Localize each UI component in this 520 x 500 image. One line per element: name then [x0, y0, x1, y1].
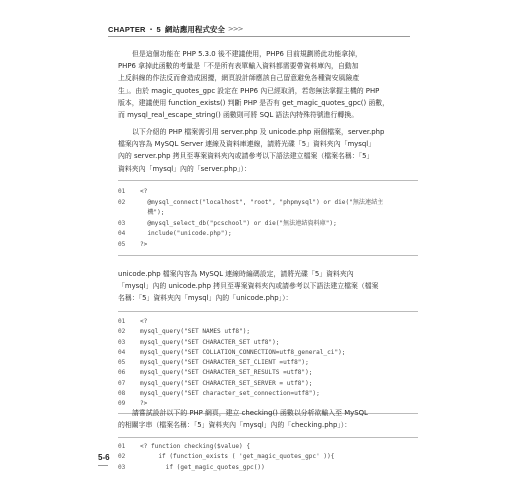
- line-number: 04: [118, 348, 126, 356]
- code-text: mysql_query("SET CHARACTER_SET utf8");: [140, 338, 280, 346]
- page-number: 5-6: [98, 453, 110, 462]
- code-line: [118, 240, 418, 251]
- code-text: if (get_magic_quotes_gpc()): [140, 463, 265, 471]
- chevrons-icon: >>>: [227, 25, 243, 33]
- code-line: [118, 317, 418, 327]
- code-line: [118, 338, 418, 348]
- paragraph-checking-intro: [118, 407, 418, 431]
- code-line: [118, 463, 418, 473]
- code-line: [118, 327, 418, 337]
- line-number: 06: [118, 369, 126, 377]
- line-number: [118, 208, 140, 219]
- paragraph-line: 名稱：「5」資料夾內「mysql」內的「unicode.php」）：: [118, 294, 293, 303]
- code-text: mysql_query("SET character_set_connection=utf8");: [140, 390, 320, 398]
- line-number: 01: [118, 188, 126, 195]
- line-number: 02: [118, 328, 126, 336]
- code-text: if (function_exists ( 'get_magic_quotes_gpc' )){: [140, 453, 335, 461]
- code-block-unicode: [118, 311, 418, 414]
- code-text: ?>: [140, 240, 148, 248]
- line-number: 08: [118, 390, 126, 398]
- code-line: [118, 368, 418, 378]
- paragraph-line: 的相關字串（檔案名稱：「5」資料夾內「mysql」內的「checking.php」）：: [118, 421, 352, 430]
- code-line: [118, 358, 418, 368]
- code-line: [118, 452, 418, 462]
- code-text: mysql_query("SET CHARACTER_SET_SERVER = utf8");: [140, 379, 313, 387]
- line-number: 03: [118, 219, 126, 227]
- paragraph-unicode-intro: [118, 268, 418, 305]
- code-text: @mysql_select_db("pcschool") or die("無法連結資料庫");: [140, 219, 337, 227]
- line-number: 02: [118, 198, 126, 206]
- page-number-rule: [98, 465, 108, 466]
- paragraph-magic-quotes: [118, 48, 418, 121]
- code-line: [118, 198, 418, 209]
- code-text: 機");: [140, 209, 165, 217]
- code-line: [118, 187, 418, 198]
- paragraph-line: 「mysql」內的 unicode.php 拷貝至專案資料夾內或請參考以下語法建立檔案（檔案: [118, 282, 379, 291]
- code-line: [118, 379, 418, 389]
- paragraph-line: 但是這個功能在 PHP 5.3.0 後不建議使用，PHP6 目前規劃將此功能拿掉，: [132, 50, 362, 58]
- paragraph-line: 檔案內容為 MySQL Server 連線及資料庫連線，請將光碟「5」資料夾內「mysql」: [118, 140, 376, 149]
- code-line: [118, 442, 418, 452]
- code-line: [118, 229, 418, 240]
- code-text: <?: [140, 318, 148, 325]
- code-text: <? function checking($value) {: [140, 443, 251, 450]
- chapter-number: 5: [156, 24, 161, 34]
- code-text: @mysql_connect("localhost", "root", "phpmysql") or die("無法連結主: [140, 198, 384, 206]
- code-line: [118, 219, 418, 230]
- code-text: ?>: [140, 400, 148, 408]
- paragraph-line: 資料夾內「mysql」內的「server.php」）：: [118, 164, 251, 173]
- code-block-server: [118, 180, 418, 256]
- paragraph-line: 內的 server.php 拷貝至專案資料夾內或請參考以下語法建立檔案（檔案名稱：「5」: [118, 152, 374, 161]
- header-divider: [108, 36, 410, 37]
- line-number: 05: [118, 240, 126, 248]
- code-block-checking: [118, 437, 418, 475]
- code-text: mysql_query("SET CHARACTER_SET_CLIENT =utf8");: [140, 359, 309, 367]
- chapter-separator: ·: [149, 24, 153, 34]
- paragraph-line: 生」。由於 magic_quotes_gpc 設定在 PHP6 內已經取消，若您無法掌握主機的 PHP: [118, 86, 380, 95]
- paragraph-line: unicode.php 檔案內容為 MySQL 連線時編碼設定，請將光碟「5」資料夾內: [118, 270, 354, 278]
- line-number: 07: [118, 379, 126, 387]
- line-number: 01: [118, 318, 126, 325]
- paragraph-line: PHP6 拿掉此函數的考量是「不是所有表單輸入資料都需要帶資料庫內，自動加: [118, 62, 359, 71]
- code-line: [118, 208, 418, 219]
- running-header: [108, 22, 243, 36]
- code-text: include("unicode.php");: [140, 230, 232, 238]
- paragraph-server-intro: [118, 126, 418, 175]
- code-line: [118, 348, 418, 358]
- line-number: 01: [118, 443, 126, 450]
- paragraph-line: 請嘗試設計以下的 PHP 網頁，建立 checking() 函數以分析欲輸入至 MySQL: [132, 409, 368, 417]
- paragraph-line: 上反斜線的作法反而會造成困擾，網頁設計師應該自己留意避免各種資安風險產: [118, 74, 360, 83]
- code-text: mysql_query("SET NAMES utf8");: [140, 328, 251, 336]
- paragraph-line: 而 mysql_real_escape_string() 函數則可將 SQL 語法內特殊符號進行轉換。: [118, 111, 359, 120]
- chapter-title: 網站應用程式安全: [164, 24, 225, 34]
- line-number: 09: [118, 400, 126, 408]
- code-text: mysql_query("SET COLLATION_CONNECTION=utf8_general_ci");: [140, 348, 346, 356]
- code-line: [118, 389, 418, 399]
- line-number: 05: [118, 359, 126, 367]
- line-number: 03: [118, 463, 126, 471]
- paragraph-line: 版本，建議使用 function_exists() 判斷 PHP 是否有 get_magic_quotes_gpc() 函數，: [118, 98, 390, 107]
- chapter-label: CHAPTER: [108, 24, 146, 34]
- code-text: mysql_query("SET CHARACTER_SET_RESULTS =utf8");: [140, 369, 313, 377]
- paragraph-line: 以下介紹的 PHP 檔案需引用 server.php 及 unicode.php 兩個檔案，server.php: [132, 128, 385, 136]
- line-number: 02: [118, 453, 126, 461]
- line-number: 04: [118, 230, 126, 238]
- line-number: 03: [118, 338, 126, 346]
- code-text: <?: [140, 188, 148, 195]
